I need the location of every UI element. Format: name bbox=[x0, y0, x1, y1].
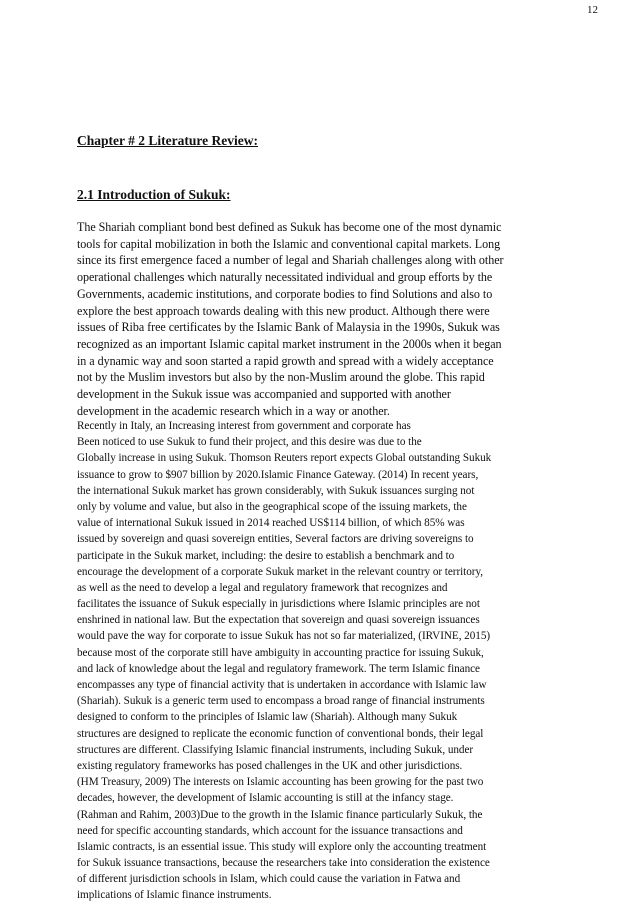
paragraph-line: tools for capital mobilization in both the Islamic and conventional capital markets. Long bbox=[77, 236, 501, 251]
paragraph-line: development in the Sukuk issue was accompanied and supported with another bbox=[77, 387, 451, 402]
paragraph-line: as well as the need to develop a legal and regulatory framework that recognizes and bbox=[77, 581, 448, 594]
paragraph-line: implications of Islamic finance instruments. bbox=[77, 889, 272, 902]
paragraph-line: encompasses any type of financial activity that is undertaken in accordance with Islamic law bbox=[77, 679, 487, 691]
paragraph-line: structures are different. Classifying Islamic financial instruments, including Sukuk, under bbox=[77, 743, 474, 756]
paragraph-line: issuance to grow to $907 billion by 2020.Islamic Finance Gateway. (2014) In recent years, bbox=[77, 468, 479, 481]
paragraph-line: Islamic contracts, is an essential issue. This study will explore only the accounting treatment bbox=[77, 840, 487, 853]
literature-paragraph bbox=[77, 418, 573, 904]
paragraph-line: of different jurisdiction schools in Islam, which could cause the variation in Fatwa and bbox=[77, 873, 461, 886]
paragraph-line: participate in the Sukuk market, including: the desire to establish a benchmark and to bbox=[77, 549, 455, 562]
paragraph-line: recognized as an important Islamic capital market instrument in the 2000s when it began bbox=[77, 336, 502, 351]
paragraph-line: facilitates the issuance of Sukuk especially in jurisdictions where Islamic principles are not bbox=[77, 598, 480, 611]
paragraph-line: Recently in Italy, an Increasing interest from government and corporate has bbox=[77, 420, 411, 432]
paragraph-line: existing regulatory frameworks has posed challenges in the UK and other jurisdictions. bbox=[77, 759, 463, 772]
paragraph-line: would pave the way for corporate to issue Sukuk has not so far materialized, (IRVINE, 2015) bbox=[77, 630, 491, 643]
paragraph-line: (HM Treasury, 2009) The interests on Islamic accounting has been growing for the past two bbox=[77, 776, 484, 789]
paragraph-line: (Rahman and Rahim, 2003)Due to the growth in the Islamic finance particularly Sukuk, the bbox=[77, 808, 483, 821]
paragraph-line: development in the academic research which in a way or another. bbox=[77, 403, 390, 418]
paragraph-line: encourage the development of a corporate Sukuk market in the relevant country or territory, bbox=[77, 565, 484, 578]
paragraph-line: since its first emergence faced a number of legal and Shariah challenges along with other bbox=[77, 253, 504, 268]
paragraph-line: structures are designed to replicate the economic function of conventional bonds, their legal bbox=[77, 727, 484, 740]
paragraph-line: not by the Muslim investors but also by the non-Muslim around the globe. This rapid bbox=[77, 370, 485, 385]
paragraph-line: Globally increase in using Sukuk. Thomson Reuters report expects Global outstanding Sukuk bbox=[77, 452, 492, 465]
page-number: 12 bbox=[587, 4, 598, 16]
introduction-paragraph bbox=[77, 219, 573, 419]
chapter-title: Chapter # 2 Literature Review: bbox=[77, 133, 258, 148]
paragraph-line: operational challenges which naturally necessitated individual and group efforts by the bbox=[77, 270, 493, 285]
paragraph-line: the international Sukuk market has grown considerably, with Sukuk issuances surging not bbox=[77, 484, 475, 497]
paragraph-line: value of international Sukuk issued in 2014 reached US$114 billion, of which 85% was bbox=[77, 517, 465, 530]
paragraph-line: issues of Riba free certificates by the Islamic Bank of Malaysia in the 1990s, Sukuk was bbox=[77, 320, 500, 335]
paragraph-line: (Shariah). Sukuk is a generic term used to encompass a broad range of financial instruments bbox=[77, 695, 485, 708]
paragraph-line: decades, however, the development of Islamic accounting is still at the infancy stage. bbox=[77, 792, 454, 805]
paragraph-line: Governments, academic institutions, and corporate bodies to find Solutions and also to bbox=[77, 286, 493, 301]
paragraph-line: designed to conform to the principles of Islamic law (Shariah). Although many Sukuk bbox=[77, 711, 458, 724]
paragraph-line: enshrined in national law. But the expectation that sovereign and quasi sovereign issuances bbox=[77, 614, 480, 627]
paragraph-line: because most of the corporate still have ambiguity in accounting practice for issuing Sukuk, bbox=[77, 646, 484, 659]
paragraph-line: only by volume and value, but also in the geographical scope of the issuing markets, the bbox=[77, 500, 467, 513]
paragraph-line: and lack of knowledge about the legal and regulatory framework. The term Islamic finance bbox=[77, 662, 480, 675]
paragraph-line: issued by sovereign and quasi sovereign entities, Several factors are driving sovereigns to bbox=[77, 533, 474, 546]
paragraph-line: The Shariah compliant bond best defined as Sukuk has become one of the most dynamic bbox=[77, 220, 502, 234]
paragraph-line: explore the best approach towards dealing with this new product. Although there were bbox=[77, 303, 490, 318]
paragraph-line: for Sukuk issuance transactions, because the researchers take into consideration the existence bbox=[77, 857, 490, 870]
section-title: 2.1 Introduction of Sukuk: bbox=[77, 187, 231, 202]
paragraph-line: Been noticed to use Sukuk to fund their project, and this desire was due to the bbox=[77, 436, 422, 449]
paragraph-line: in a dynamic way and soon started a rapid growth and spread with a widely acceptance bbox=[77, 353, 494, 368]
paragraph-line: need for specific accounting standards, which account for the issuance transactions and bbox=[77, 824, 463, 837]
